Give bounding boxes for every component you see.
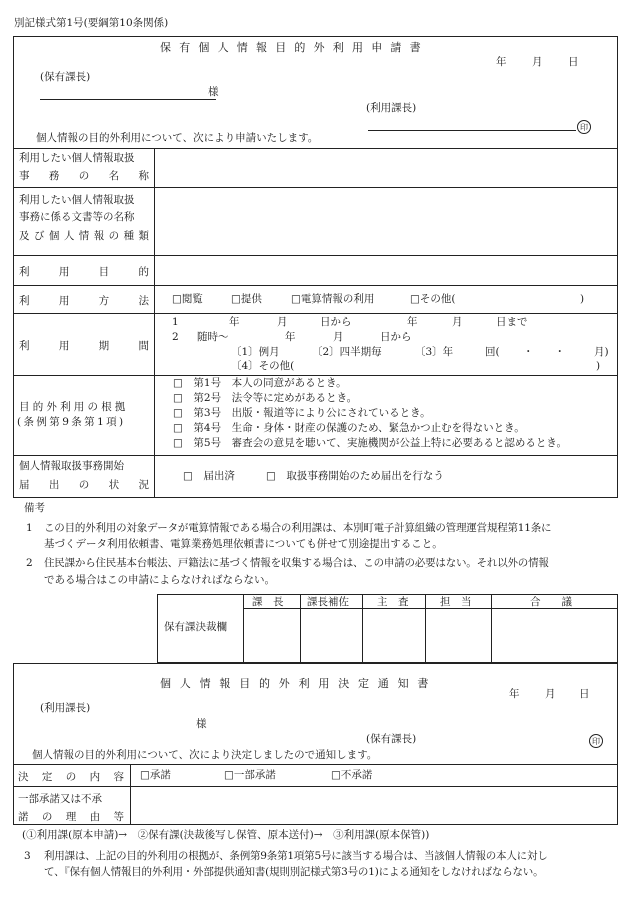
method-other-close: ) [580,293,585,305]
field-reason[interactable] [134,789,614,822]
period-opt1-year2: 年 [407,316,418,328]
period-option1-number[interactable]: 1 [172,316,179,328]
label-char: 利 [19,266,30,278]
app-applicant-line[interactable] [368,130,576,131]
approval-cell-staff[interactable] [427,610,490,662]
remark-2-number: 2 [26,557,33,569]
remark-1-number: 1 [26,522,33,534]
period-opt1-month: 月 [277,316,288,328]
note-3-line1: 利用課は、上記の目的外利用の根拠が、条例第9条第1項第5号に該当する場合は、当該個人情報の本人に対し [44,850,548,862]
row3-label [19,264,149,279]
remark-2-line1: 住民課から住民基本台帳法、戸籍法に基づく情報を収集する場合は、この申請の必要はない。それ以外の情報 [44,557,549,569]
label-char: 内 [89,771,101,783]
dec-date-month: 月 [545,688,556,700]
field-document-names[interactable] [158,190,614,252]
approval-cell-inspector[interactable] [364,610,424,662]
label-char: 報 [93,230,105,242]
row1-label-line2 [19,168,149,183]
row-divider [13,285,618,286]
label-char: 及 [19,230,30,242]
label-char: 届 [19,479,30,491]
reason-label-line2 [18,809,124,824]
column-divider [243,594,244,663]
row5-label [19,338,149,353]
reason-label-line1: 一部承諾又は不承 [18,793,102,805]
routing-flow: (①利用課(原本申請)→ ②保有課(決裁後写し保管、原本送付)→ ③利用課(原本保管)) [22,829,430,841]
method-provide-checkbox[interactable]: □提供 [231,293,262,305]
label-char: 名 [108,170,120,182]
label-char: 諾 [18,811,29,823]
period-sub3-dots: ・ ・ [523,346,565,358]
dec-intro: 個人情報の目的外利用について、次により決定しましたので通知します。 [32,749,378,761]
label-char: 方 [98,295,110,307]
label-char: び [33,230,45,242]
label-char: 類 [138,230,149,242]
decision-approve-checkbox[interactable]: □承諾 [140,769,171,781]
row-divider [13,187,618,188]
label-char: 由 [89,811,101,823]
column-divider [300,594,301,663]
row2-label-line3 [19,228,149,243]
label-char: 用 [58,266,70,278]
period-opt1-year: 年 [229,316,240,328]
period-opt2-anytime: 随時〜 [197,331,229,343]
period-opt1-from: 日から [320,316,352,328]
label-char: 法 [138,295,149,307]
label-char: 況 [138,479,149,491]
ground-item-5[interactable]: □ 第5号 審査会の意見を聴いて、実施機関が公益上特に必要あると認めるとき。 [173,437,567,449]
approval-cell-deputy[interactable] [302,610,361,662]
seal-icon: 印 [589,734,603,748]
column-divider [154,148,155,498]
remark-2-line2: である場合はこの申請によらなければならない。 [44,574,275,586]
column-divider [130,764,131,825]
label-char: 期 [98,340,110,352]
note-3-number: 3 [24,850,31,862]
row2-label-line2: 事務に係る文書等の名称 [19,211,135,223]
field-purpose[interactable] [158,258,614,282]
row-divider [13,455,618,456]
app-date-day: 日 [568,56,579,68]
ground-item-3[interactable]: □ 第3号 出版・報道等により公にされているとき。 [173,407,431,419]
app-addressee-line[interactable] [40,99,216,100]
label-char: 情 [78,230,90,242]
app-date-year: 年 [496,56,507,68]
period-opt2-month: 月 [333,331,344,343]
field-affair-name[interactable] [158,150,614,185]
approval-col-deputy: 課長補佐 [307,596,349,608]
remark-1-line2: 基づくデータ利用依頼書、電算業務処理依頼書についても併せて別途提出すること。 [44,538,443,550]
column-divider [491,594,492,663]
label-char: 状 [108,479,120,491]
column-divider [362,594,363,663]
notification-pending-checkbox[interactable]: □ 取扱事務開始のため届出を行なう [266,470,444,482]
app-intro: 個人情報の目的外利用について、次により申請いたします。 [36,132,319,144]
seal-icon: 印 [577,120,591,134]
label-char: 称 [138,170,149,182]
row-divider [13,375,618,376]
row-divider [13,764,618,765]
dec-date-year: 年 [509,688,520,700]
row-divider [13,313,618,314]
label-char: 人 [63,230,75,242]
dec-issuer-label: (保有課長) [366,733,417,745]
label-char: 務 [48,170,60,182]
row2-label-line1: 利用したい個人情報取扱 [19,194,135,206]
label-char: の [78,479,90,491]
period-option2-number[interactable]: 2 [172,331,179,343]
dec-date-day: 日 [579,688,590,700]
period-sub3-times: 回( [485,346,500,358]
notification-done-checkbox[interactable]: □ 届出済 [183,470,235,482]
approval-label: 保有課決裁欄 [164,621,227,633]
approval-col-chief: 課 長 [252,596,284,608]
dec-sama: 様 [196,718,207,730]
decision-title: 個人情報目的外利用決定通知書 [160,677,438,690]
row-divider [13,255,618,256]
label-char: 種 [123,230,135,242]
label-char: 的 [138,266,149,278]
label-char: 用 [58,340,70,352]
decision-partial-checkbox[interactable]: □一部承諾 [224,769,276,781]
label-char: 事 [19,170,30,182]
period-sub4-other[interactable]: 〔4〕その他( [231,360,295,372]
column-divider [425,594,426,663]
remarks-heading: 備考 [24,502,45,514]
row1-label-line1: 利用したい個人情報取扱 [19,152,135,164]
period-sub1-monthly[interactable]: 〔1〕例月 [231,346,280,358]
app-date-month: 月 [532,56,543,68]
method-other-checkbox[interactable]: □その他( [410,293,456,305]
approval-col-staff: 担 当 [440,596,472,608]
label-char: 等 [113,811,124,823]
label-char: 間 [138,340,149,352]
approval-cell-chief[interactable] [245,610,299,662]
label-char: 用 [58,295,70,307]
dec-addressee-label: (利用課長) [40,702,91,714]
label-char: 個 [48,230,60,242]
label-char: 目 [98,266,110,278]
label-char: の [78,170,90,182]
approval-cell-consult[interactable] [493,610,617,662]
label-char: の [41,811,53,823]
label-char: 容 [113,771,124,783]
period-opt2-year: 年 [285,331,296,343]
period-sub3-yearly[interactable]: 〔3〕年 [415,346,454,358]
period-sub3-month: 月) [594,346,609,358]
row-divider [13,148,618,149]
row6-label-line1: 目的外利用の根拠 [19,401,129,413]
period-sub4-close: ) [596,360,601,372]
approval-col-inspector: 主 査 [377,596,409,608]
ground-item-4[interactable]: □ 第4号 生命・身体・財産の保護のため、緊急かつ止むを得ないとき。 [173,422,525,434]
form-number: 別記様式第1号(要綱第10条関係) [14,17,169,29]
row4-label [19,293,149,308]
app-addressee-label: (保有課長) [40,71,91,83]
label-char: 決 [18,771,29,783]
decision-content-label [18,769,124,784]
remark-1-line1: この目的外利用の対象データが電算情報である場合の利用課は、本別町電子計算組織の管理運営規程第11条に [44,522,552,534]
ground-item-2[interactable]: □ 第2号 法令等に定めがあるとき。 [173,392,358,404]
period-opt2-from: 日から [380,331,412,343]
decision-reject-checkbox[interactable]: □不承諾 [331,769,373,781]
label-char: の [108,230,120,242]
row7-label-line2 [19,477,149,492]
period-opt1-month2: 月 [452,316,463,328]
note-3-line2: て、『保有個人情報目的外利用・外部提供通知書(規則別記様式第3号の1)による通知をしなければならない。 [44,866,544,878]
ground-item-1[interactable]: □ 第1号 本人の同意があるとき。 [173,377,347,389]
row-divider [13,786,618,787]
period-sub2-quarterly[interactable]: 〔2〕四半期毎 [312,346,382,358]
app-sama: 様 [208,86,219,98]
label-char: 理 [65,811,77,823]
label-char: 定 [41,771,53,783]
method-electronic-checkbox[interactable]: □電算情報の利用 [291,293,375,305]
label-char: の [65,771,77,783]
method-browse-checkbox[interactable]: □閲覧 [172,293,203,305]
label-char: 利 [19,340,30,352]
app-applicant-label: (利用課長) [366,102,417,114]
row6-label-line2: (条例第9条第1項) [17,416,126,428]
application-title: 保有個人情報目的外利用申請書 [160,41,429,54]
period-opt1-until: 日まで [496,316,528,328]
row7-label-line1: 個人情報取扱事務開始 [19,460,124,472]
approval-col-consult: 合 議 [530,596,572,608]
label-char: 利 [19,295,30,307]
label-char: 出 [48,479,60,491]
